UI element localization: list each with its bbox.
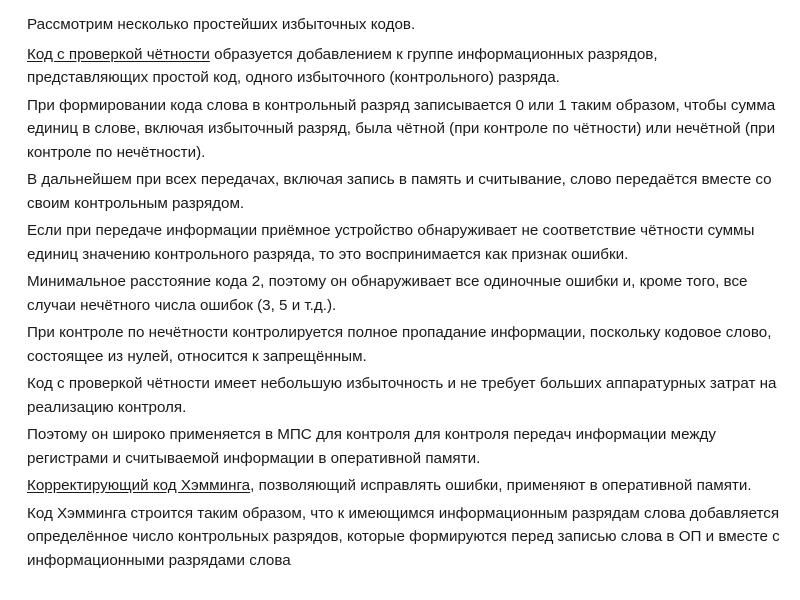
paragraph-text: , позволяющий исправлять ошибки, применяют в оперативной памяти.: [250, 477, 752, 494]
paragraph-text: В дальнейшем при всех передачах, включая запись в память и считывание, слово передаётся вместе со своим контрольным разрядом.: [27, 171, 772, 212]
paragraph-usage: [27, 423, 782, 470]
paragraph-intro: [27, 13, 782, 37]
paragraph-text: Минимальное расстояние кода 2, поэтому он обнаруживает все одиночные ошибки и, кроме того, все случаи нечётного числа ошибок (3, 5 и т.д.).: [27, 273, 748, 314]
paragraph-redundancy: [27, 372, 782, 419]
paragraph-text: При формировании кода слова в контрольный разряд записывается 0 или 1 таким образом, чтобы сумма единиц в слове, включая избыточный разряд, была чётной (при контроле по чётности) или нечётной (при контроле по нечётности).: [27, 96, 776, 161]
paragraph-hamming-intro: [27, 474, 782, 498]
paragraph-transfer: [27, 168, 782, 215]
paragraph-odd-parity: [27, 321, 782, 368]
paragraph-text: При контроле по нечётности контролируется полное пропадание информации, поскольку кодовое слово, состоящее из нулей, относится к запрещённым.: [27, 324, 772, 365]
paragraph-text: Код с проверкой чётности имеет небольшую избыточность и не требует больших аппаратурных затрат на реализацию контроля.: [27, 375, 777, 416]
paragraph-hamming-construction: [27, 502, 782, 573]
paragraph-text: образуется добавлением к группе информационных разрядов, представляющих простой код, одного избыточного (контрольного) разряда.: [27, 45, 658, 86]
paragraph-min-distance: [27, 270, 782, 317]
paragraph-parity-forming: [27, 94, 782, 165]
paragraph-error-detection: [27, 219, 782, 266]
parity-code-term: Код с проверкой чётности: [27, 45, 210, 63]
paragraph-text: Рассмотрим несколько простейших избыточных кодов.: [27, 16, 416, 33]
paragraph-text: Поэтому он широко применяется в МПС для контроля для контроля передач информации между регистрами и считываемой информации в оперативной памяти.: [27, 426, 716, 467]
hamming-code-term: Корректирующий код Хэмминга: [27, 477, 251, 494]
paragraph-text: Если при передаче информации приёмное устройство обнаруживает не соответствие чётности суммы единиц значению контрольного разряда, то это воспринимается как признак ошибки.: [27, 222, 755, 263]
paragraph-text: Код Хэмминга строится таким образом, что к имеющимся информационным разрядам слова добавляется определённое число контрольных разрядов, которые формируются перед записью слова в ОП и вместе с информационными разрядами слова: [27, 504, 780, 569]
paragraph-parity-code-definition: [27, 43, 782, 90]
